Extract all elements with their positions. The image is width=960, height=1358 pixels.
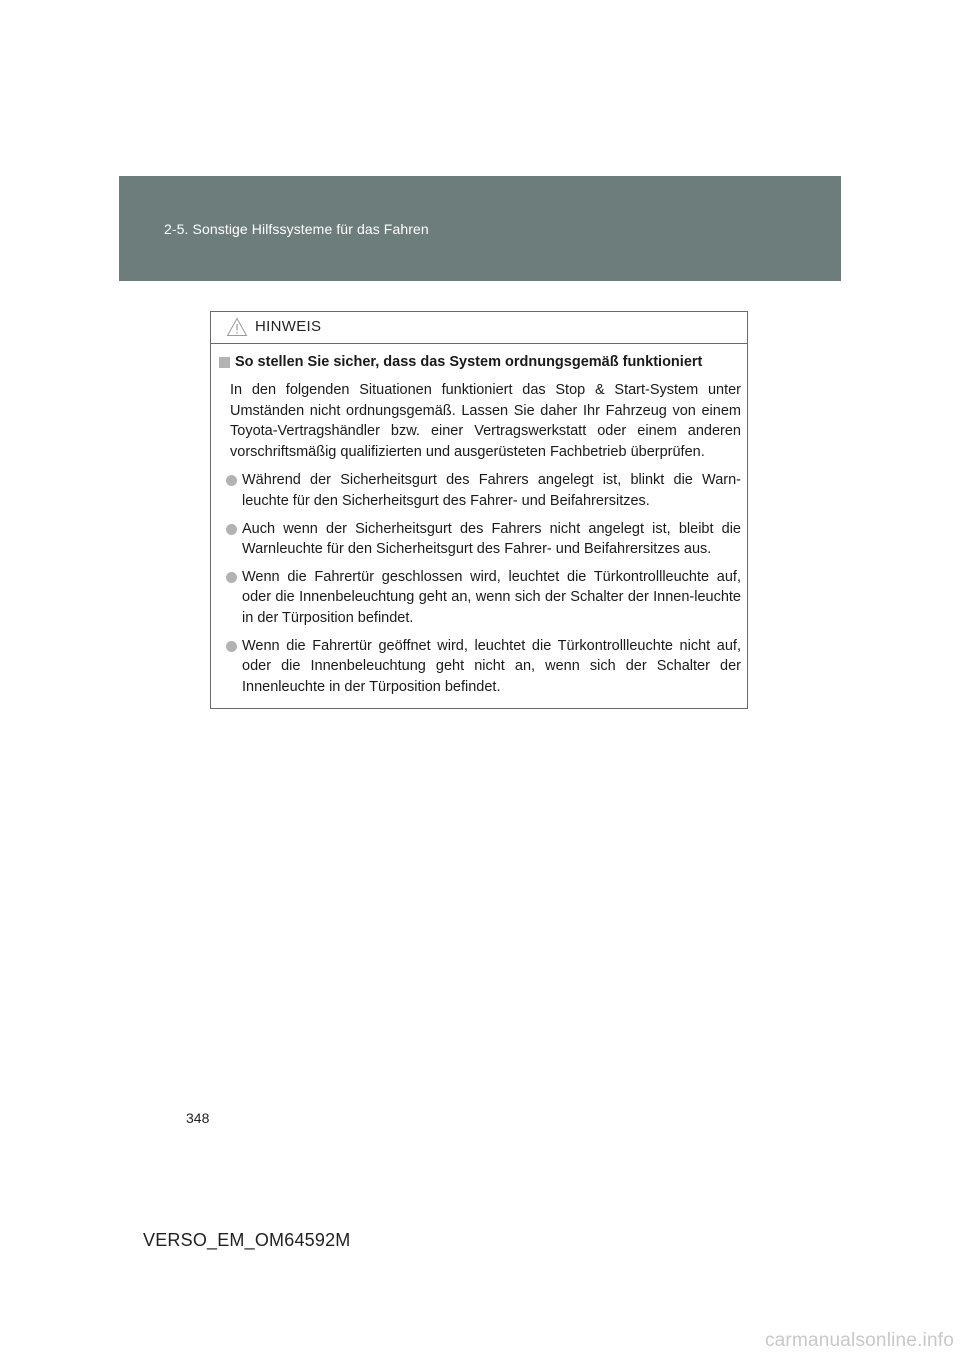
- document-code: VERSO_EM_OM64592M: [143, 1230, 351, 1250]
- list-item-text: Wenn die Fahrertür geöffnet wird, leuchtet die Türkontrollleuchte nicht auf, oder die Innenbeleuchtung geht nicht an, wenn sich der Schalter der Innenleuchte in der Türposition befindet.: [242, 637, 741, 695]
- list-item: [211, 470, 741, 511]
- round-bullet-icon: [226, 475, 237, 486]
- list-item-text: Wenn die Fahrertür geschlossen wird, leuchtet die Türkontrollleuchte auf, oder die Innenbeleuchtung geht an, wenn sich der Schalter der Innen-leuchte in der Türposition befindet.: [242, 568, 741, 626]
- round-bullet-icon: [226, 641, 237, 652]
- round-bullet-icon: [226, 524, 237, 535]
- notice-body: [211, 352, 747, 704]
- watermark: carmanualsonline.info: [764, 1330, 954, 1351]
- notice-subhead-text: So stellen Sie sicher, dass das System ordnungsgemäß funktioniert: [235, 354, 703, 370]
- round-bullet-icon: [226, 572, 237, 583]
- section-header-band: [119, 176, 841, 281]
- list-item: [211, 519, 741, 560]
- section-title: 2-5. Sonstige Hilfssysteme für das Fahren: [164, 221, 429, 237]
- list-item: [211, 636, 741, 698]
- warning-triangle-icon: [226, 317, 248, 337]
- notice-subhead: [211, 352, 747, 373]
- notice-box: [210, 311, 748, 709]
- notice-bullet-list: [211, 470, 741, 697]
- page-number: 348: [186, 1110, 210, 1126]
- square-bullet-icon: [219, 357, 230, 368]
- notice-title: HINWEIS: [255, 318, 322, 335]
- list-item: [211, 567, 741, 629]
- list-item-text: Auch wenn der Sicherheitsgurt des Fahrers nicht angelegt ist, bleibt die Warnleuchte für den Sicherheitsgurt des Fahrer- und Beifahrersitzes aus.: [242, 520, 741, 558]
- list-item-text: Während der Sicherheitsgurt des Fahrers angelegt ist, blinkt die Warn-leuchte für den Sicherheitsgurt des Fahrer- und Beifahrersitzes.: [242, 472, 741, 509]
- notice-header: [211, 312, 747, 344]
- notice-intro: In den folgenden Situationen funktioniert das Stop & Start-System unter Umständen nicht ordnungsgemäß. Lassen Sie daher Ihr Fahrzeug von einem Toyota-Vertragshändler bzw. einer Vertragswerkstatt oder einem anderen vorschriftsmäßig qualifizierten und ausgerüsteten Fachbetrieb überprüfen.: [230, 382, 741, 460]
